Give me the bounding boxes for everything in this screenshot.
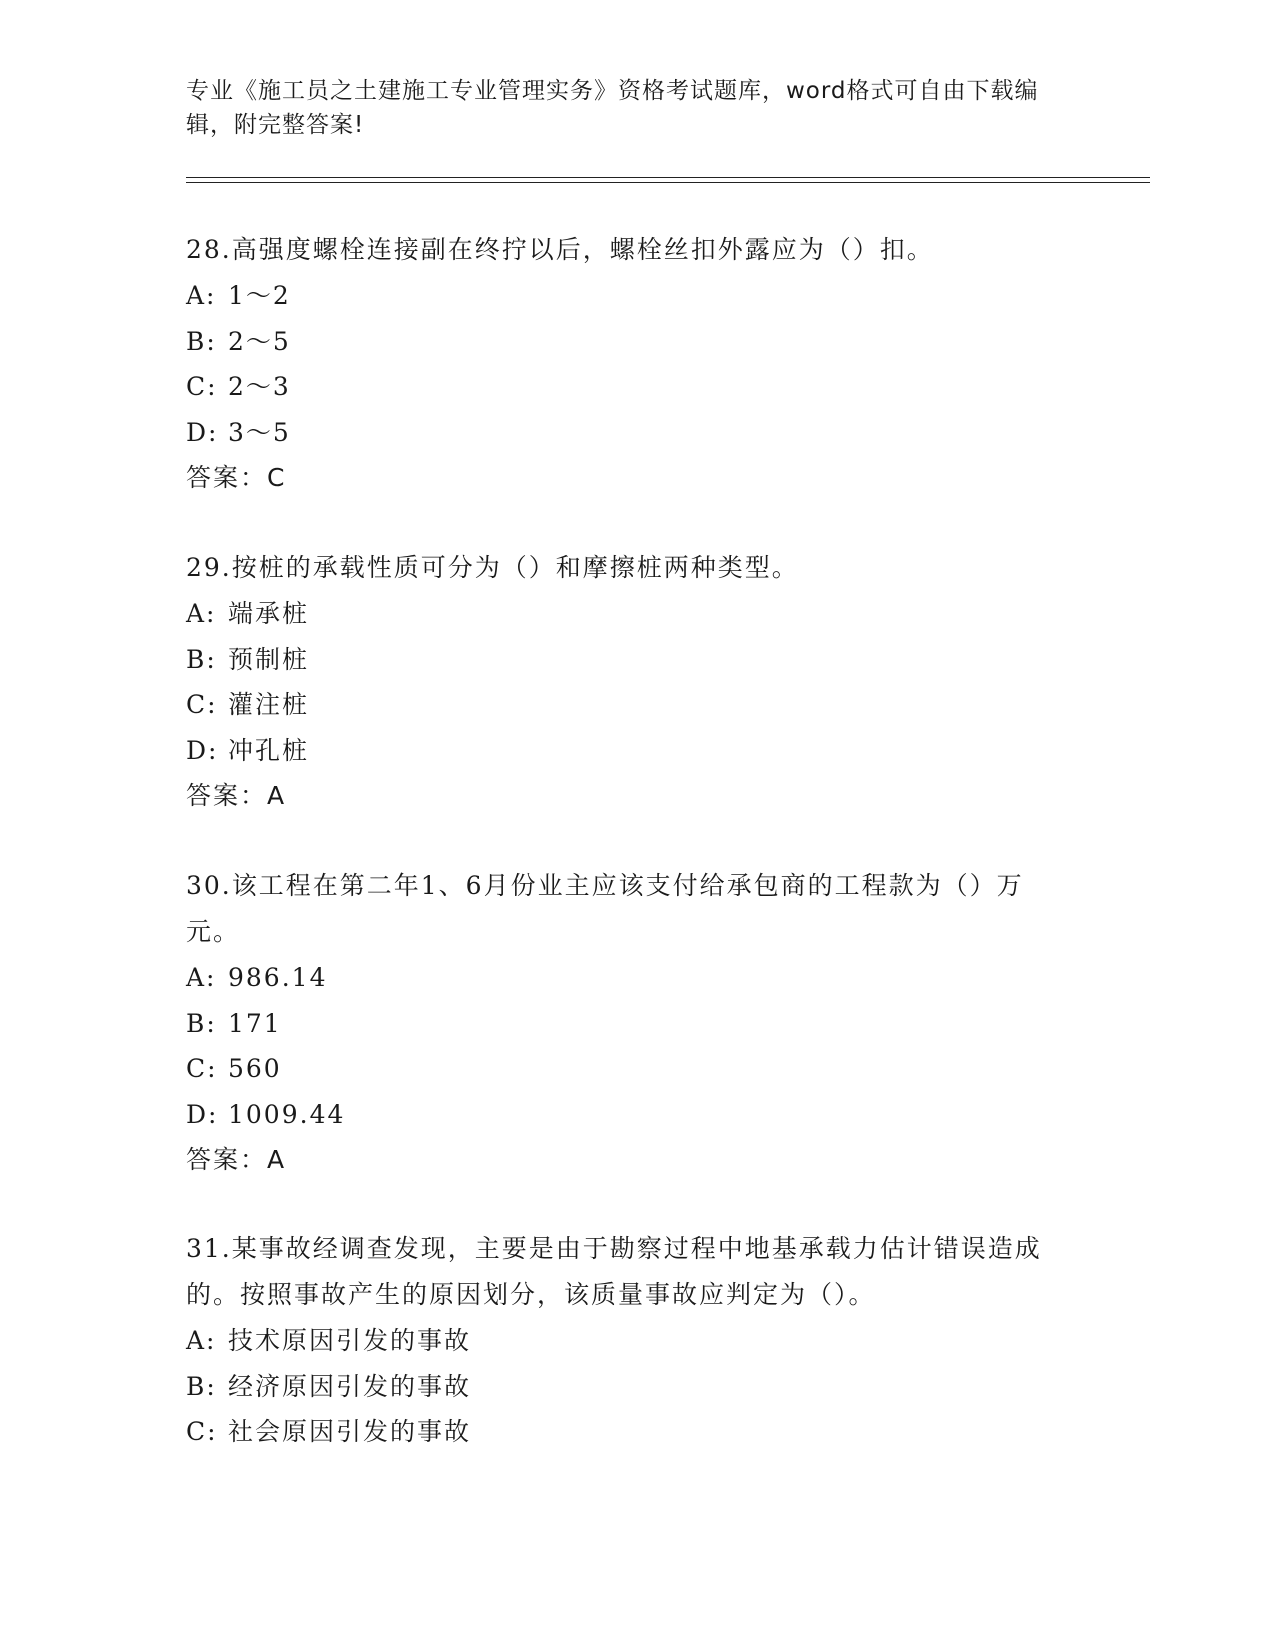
option-label: C: <box>186 690 218 719</box>
option-text: 2～5 <box>228 326 291 356</box>
option-text: 端承桩 <box>228 599 310 628</box>
option-d <box>186 410 1066 456</box>
question-30 <box>186 863 1066 1183</box>
option-text: 预制桩 <box>228 644 310 674</box>
header-divider-bottom <box>186 182 1150 183</box>
option-text: 1009.44 <box>228 1099 346 1129</box>
option-text: 2～3 <box>228 372 291 401</box>
option-c <box>186 1409 1066 1455</box>
option-label: D: <box>186 735 219 765</box>
option-d <box>186 1092 1066 1138</box>
question-stem: 30.该工程在第二年1、6月份业主应该支付给承包商的工程款为（）万元。 <box>186 871 1024 946</box>
option-label: A: <box>186 599 217 628</box>
option-b <box>186 1001 1066 1047</box>
option-label: B: <box>186 1008 217 1038</box>
option-a <box>186 273 1066 319</box>
question-stem: 29.按桩的承载性质可分为（）和摩擦桩两种类型。 <box>186 553 799 582</box>
option-label: A: <box>186 281 217 310</box>
question-28 <box>186 227 1066 501</box>
option-label: C: <box>186 372 218 401</box>
answer-line: 答案：A <box>186 781 287 810</box>
option-d <box>186 728 1066 774</box>
option-text: 1～2 <box>228 281 291 310</box>
header-note: 专业《施工员之土建施工专业管理实务》资格考试题库，word格式可自由下载编辑，附完整答案! <box>186 78 1039 138</box>
option-label: B: <box>186 644 217 674</box>
option-text: 经济原因引发的事故 <box>228 1371 472 1401</box>
option-label: D: <box>186 417 219 447</box>
option-c <box>186 1046 1066 1092</box>
answer-line: 答案：C <box>186 463 287 492</box>
option-label: B: <box>186 326 217 356</box>
option-label: A: <box>186 963 217 992</box>
option-a <box>186 1318 1066 1364</box>
answer-line: 答案：A <box>186 1145 287 1174</box>
option-b <box>186 1364 1066 1410</box>
question-29 <box>186 545 1066 819</box>
option-a <box>186 955 1066 1001</box>
option-c <box>186 682 1066 728</box>
option-c <box>186 364 1066 410</box>
option-text: 171 <box>228 1008 282 1038</box>
header-divider-top <box>186 177 1150 178</box>
option-text: 986.14 <box>228 963 328 992</box>
question-stem: 28.高强度螺栓连接副在终拧以后，螺栓丝扣外露应为（）扣。 <box>186 235 934 264</box>
option-text: 560 <box>228 1054 282 1083</box>
option-label: C: <box>186 1417 218 1446</box>
question-stem: 31.某事故经调查发现，主要是由于勘察过程中地基承载力估计错误造成的。按照事故产生的原因划分，该质量事故应判定为（）。 <box>186 1234 1042 1309</box>
option-label: A: <box>186 1326 217 1355</box>
option-text: 技术原因引发的事故 <box>228 1326 472 1355</box>
option-label: B: <box>186 1371 217 1401</box>
option-text: 社会原因引发的事故 <box>228 1417 472 1446</box>
option-b <box>186 637 1066 683</box>
option-text: 冲孔桩 <box>228 735 310 765</box>
option-text: 3～5 <box>228 417 291 447</box>
option-label: C: <box>186 1054 218 1083</box>
option-label: D: <box>186 1099 219 1129</box>
option-b <box>186 319 1066 365</box>
option-a <box>186 591 1066 637</box>
question-31 <box>186 1226 1066 1455</box>
option-text: 灌注桩 <box>228 690 310 719</box>
